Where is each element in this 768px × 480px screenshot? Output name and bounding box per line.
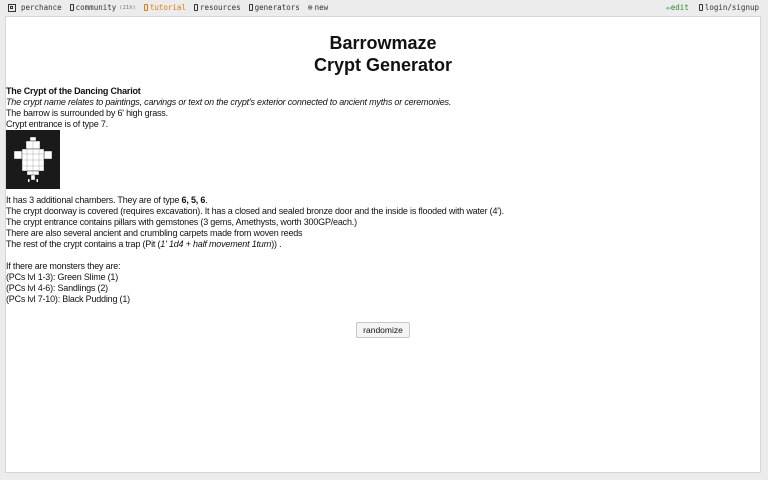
nav-resources-label: resources [199,3,241,12]
nav-resources-link[interactable] [194,3,241,12]
nav-tutorial-label: tutorial [149,3,186,12]
community-count-badge: (21h) [119,4,136,11]
nav-login-link[interactable] [699,3,759,12]
perchance-logo-icon [8,4,16,12]
generators-icon [249,4,253,11]
crypt-trap [6,239,746,250]
crypt-pillars: The crypt entrance contains pillars with gemstones (3 gems, Amethysts, worth 300GP/each.) [6,217,357,227]
monster-entry: (PCs lvl 7-10): Black Pudding (1) [6,294,130,304]
monster-entry: (PCs lvl 1-3): Green Slime (1) [6,272,119,282]
trap-prefix: The rest of the crypt contains a trap (Pit ( [6,239,161,249]
user-icon [699,4,703,11]
nav-community-label: community [75,3,117,12]
crypt-name-note: The crypt name relates to paintings, carvings or text on the crypt's exterior connected to ancient myths or ceremonies. [6,97,452,107]
top-nav-bar [0,0,768,16]
crypt-doorway: The crypt doorway is covered (requires excavation). It has a closed and sealed bronze door and the inside is flooded with water (4'). [6,206,504,216]
book-icon [144,4,148,11]
nav-generators-link[interactable] [249,3,300,12]
nav-community-link[interactable] [70,3,136,12]
generator-panel [5,16,761,473]
monster-entry: (PCs lvl 4-6): Sandlings (2) [6,283,108,293]
pencil-icon: ✏ [666,3,671,12]
nav-edit-label: edit [670,3,689,12]
generator-output [6,86,746,305]
nav-new-link[interactable] [308,3,328,12]
crypt-name: The Crypt of the Dancing Chariot [6,86,141,96]
trap-detail: 1' 1d4 + half movement 1turn [160,239,272,249]
crypt-entrance-map-image [6,130,60,189]
chambers-types: 6, 5, 6 [181,195,206,205]
page-title [6,32,760,76]
spacer [6,250,746,261]
crypt-chambers [6,195,746,206]
plus-circle-icon: ⊕ [307,3,313,12]
chambers-suffix: . [205,195,208,205]
crypt-entrance-type: Crypt entrance is of type 7. [6,119,108,129]
crypt-surroundings: The barrow is surrounded by 6' high grass. [6,108,168,118]
chat-icon [70,4,74,11]
nav-login-label: login/signup [704,3,759,12]
nav-new-label: new [314,3,329,12]
nav-brand-label: perchance [21,3,62,12]
title-line-1: Barrowmaze [329,33,437,53]
nav-left [8,3,336,12]
nav-tutorial-link[interactable] [144,3,186,12]
randomize-button[interactable]: randomize [356,322,410,338]
resources-icon [194,4,198,11]
trap-suffix: )) . [271,239,282,249]
randomize-container [6,320,760,338]
monsters-intro: If there are monsters they are: [6,261,121,271]
nav-right [666,3,759,12]
chambers-prefix: It has 3 additional chambers. They are of type [6,195,182,205]
nav-edit-link[interactable] [666,3,689,12]
crypt-carpets: There are also several ancient and crumbling carpets made from woven reeds [6,228,303,238]
nav-brand-link[interactable] [8,3,62,12]
nav-generators-label: generators [254,3,300,12]
title-line-2: Crypt Generator [313,55,453,75]
